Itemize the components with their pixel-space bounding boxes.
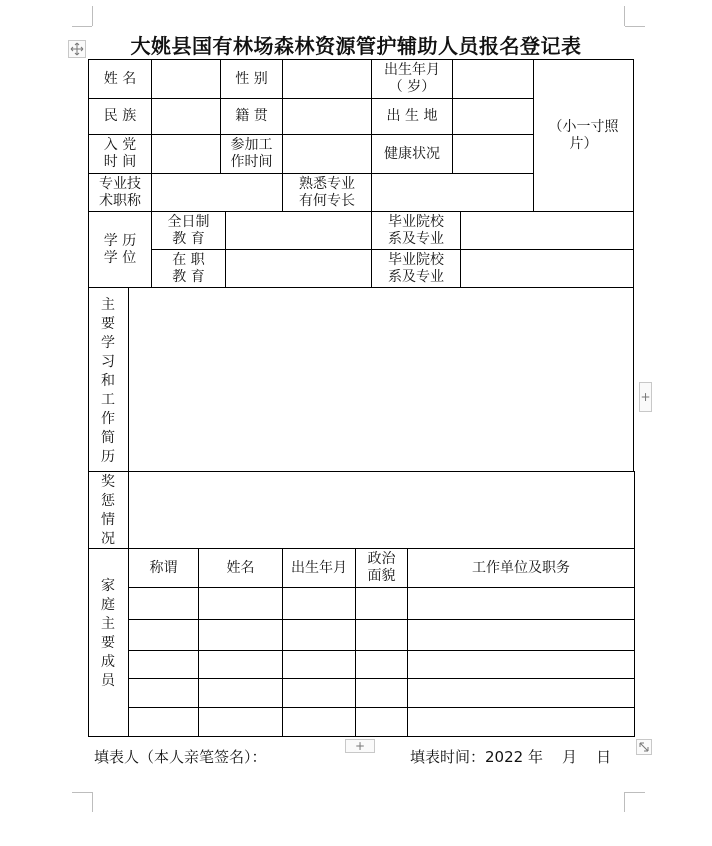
family-cell-work[interactable]: [408, 651, 634, 678]
document-title: 大姚县国有林场森林资源管护辅助人员报名登记表: [130, 34, 582, 58]
gender-field[interactable]: [283, 60, 371, 98]
family-cell-name[interactable]: [199, 588, 282, 619]
inservice-edu-field[interactable]: [226, 250, 371, 287]
birthplace-label: 出 生 地: [386, 108, 438, 124]
birthplace-field[interactable]: [453, 99, 533, 134]
family-cell-political[interactable]: [356, 651, 407, 678]
name-label: 姓 名: [103, 70, 137, 87]
education-label: [89, 212, 151, 287]
work-start-label-1: 参加工: [230, 137, 273, 153]
school2-label-2: 系及专业: [388, 268, 444, 285]
specialty-label: [283, 174, 371, 211]
family-cell-work[interactable]: [408, 708, 634, 736]
education-label-1: 学 历: [103, 232, 137, 249]
health-label: 健康状况: [384, 145, 440, 162]
party-label-1: 入 党: [103, 137, 137, 153]
specialty-label-1: 熟悉专业: [299, 175, 355, 192]
family-cell-name[interactable]: [199, 679, 282, 707]
family-cell-political[interactable]: [356, 588, 407, 619]
add-row-button[interactable]: [345, 739, 375, 753]
line: [634, 471, 635, 737]
education-label-2: 学 位: [103, 249, 137, 266]
awards-field[interactable]: [129, 472, 634, 548]
photo-label: （小一寸照片）: [548, 118, 619, 152]
work-start-field[interactable]: [283, 135, 371, 173]
family-cell-relation[interactable]: [129, 679, 198, 707]
fill-date-label: 填表时间：2022 年 月 日: [410, 748, 612, 766]
family-cell-birth[interactable]: [283, 708, 355, 736]
family-cell-political[interactable]: [356, 679, 407, 707]
name-field[interactable]: [152, 60, 220, 98]
family-cell-birth[interactable]: [283, 679, 355, 707]
fulltime-edu-label-1: 全日制: [167, 213, 210, 230]
family-cell-political[interactable]: [356, 620, 407, 650]
school-field[interactable]: [461, 212, 633, 249]
family-header-work: 工作单位及职务: [472, 559, 570, 576]
birth-field[interactable]: [453, 60, 533, 98]
school-label: [372, 212, 460, 249]
family-cell-work[interactable]: [408, 620, 634, 650]
fulltime-edu-label-2: 教 育: [172, 230, 205, 247]
prof-title-label: [89, 174, 151, 211]
resize-arrows-icon: [638, 741, 650, 753]
hometown-field[interactable]: [283, 99, 371, 134]
party-label-2: 时 间: [103, 154, 137, 170]
family-cell-relation[interactable]: [129, 588, 198, 619]
family-cell-name[interactable]: [199, 651, 282, 678]
birth-label: [372, 60, 452, 98]
family-header-relation: 称谓: [149, 559, 178, 576]
school-label-1: 毕业院校: [388, 213, 444, 230]
fulltime-edu-field[interactable]: [226, 212, 371, 249]
plus-icon: +: [354, 739, 366, 753]
resume-field[interactable]: [129, 288, 633, 471]
family-header-political: 政治面貌: [367, 551, 396, 584]
inservice-edu-label-1: 在 职: [172, 251, 205, 268]
family-cell-work[interactable]: [408, 588, 634, 619]
work-start-label-2: 作时间: [230, 154, 273, 170]
family-cell-birth[interactable]: [283, 620, 355, 650]
birth-label-text: 出生年月: [384, 62, 440, 78]
family-cell-relation[interactable]: [129, 620, 198, 650]
add-column-button[interactable]: [639, 382, 652, 412]
ethnicity-label: 民 族: [103, 108, 137, 124]
prof-title-label-2: 术职称: [99, 192, 141, 209]
inservice-edu-label-2: 教 育: [172, 268, 205, 285]
school-label-2: 系及专业: [388, 230, 444, 247]
family-cell-relation[interactable]: [129, 708, 198, 736]
ethnicity-field[interactable]: [152, 99, 220, 134]
party-label: [89, 135, 151, 173]
plus-icon: +: [640, 390, 651, 404]
work-start-label: [221, 135, 282, 173]
school2-field[interactable]: [461, 250, 633, 287]
family-cell-political[interactable]: [356, 708, 407, 736]
family-cell-name[interactable]: [199, 708, 282, 736]
family-cell-work[interactable]: [408, 679, 634, 707]
school2-label: [372, 250, 460, 287]
family-header-name: 姓名: [226, 559, 255, 576]
line: [633, 59, 634, 472]
family-cell-relation[interactable]: [129, 651, 198, 678]
family-cell-birth[interactable]: [283, 588, 355, 619]
health-field[interactable]: [453, 135, 533, 173]
photo-box[interactable]: [534, 60, 633, 211]
resume-label: 主要学习和工作简历: [101, 297, 115, 465]
age-label-text: （ 岁）: [388, 79, 436, 95]
line: [88, 736, 635, 737]
inservice-edu-label: [152, 250, 225, 287]
hometown-label: 籍 贯: [235, 108, 268, 124]
gender-label: 性 别: [235, 70, 268, 87]
specialty-field[interactable]: [372, 174, 533, 211]
family-header-birth: 出生年月: [291, 559, 347, 576]
prof-title-field[interactable]: [152, 174, 282, 211]
awards-label: 奖惩情况: [101, 474, 115, 547]
fulltime-edu-label: [152, 212, 225, 249]
party-field[interactable]: [152, 135, 220, 173]
family-label: 家庭主要成员: [101, 578, 115, 689]
specialty-label-2: 有何专长: [299, 192, 355, 209]
signer-label: 填表人（本人亲笔签名）：: [94, 748, 267, 766]
resize-icon[interactable]: [636, 739, 652, 755]
school2-label-1: 毕业院校: [388, 251, 444, 268]
prof-title-label-1: 专业技: [99, 175, 141, 192]
family-cell-name[interactable]: [199, 620, 282, 650]
family-cell-birth[interactable]: [283, 651, 355, 678]
